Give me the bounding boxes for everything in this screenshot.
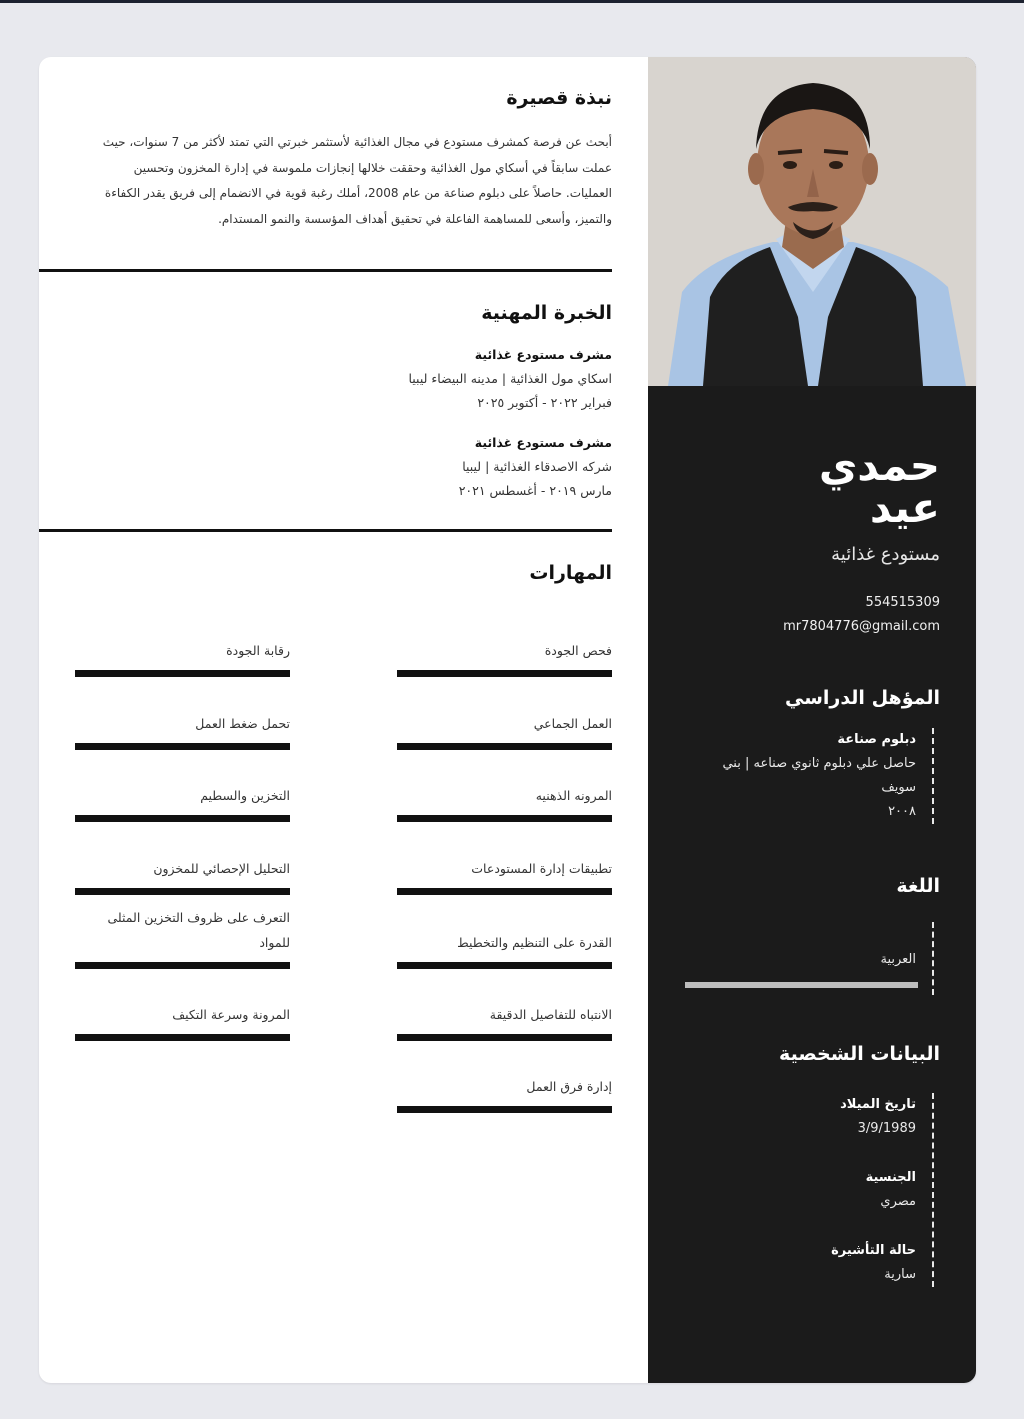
education-line1: حاصل علي دبلوم ثانوي صناعه | بني bbox=[722, 756, 916, 771]
job-company: اسكاي مول الغذائية | مدينه البيضاء ليبيا bbox=[408, 371, 612, 386]
skill-bar bbox=[75, 743, 290, 750]
person-illustration bbox=[648, 57, 976, 386]
phone-number[interactable]: 554515309 bbox=[865, 595, 940, 610]
personal-value: مصري bbox=[880, 1194, 916, 1209]
skill-label: إدارة فرق العمل bbox=[526, 1079, 612, 1094]
skill-bar bbox=[397, 962, 612, 969]
divider bbox=[39, 529, 612, 532]
divider bbox=[39, 269, 612, 272]
skill-item bbox=[75, 835, 290, 895]
skill-item bbox=[397, 1053, 612, 1113]
skill-item bbox=[397, 690, 612, 750]
profile-job-title: مستودع غذائية bbox=[831, 544, 940, 565]
skill-bar bbox=[75, 962, 290, 969]
profile-name bbox=[818, 441, 940, 532]
language-name: العربية bbox=[880, 952, 916, 967]
skill-bar bbox=[397, 670, 612, 677]
skill-item bbox=[397, 909, 612, 969]
language-title: اللغة bbox=[896, 875, 940, 897]
skill-label: العمل الجماعي bbox=[533, 716, 612, 731]
skill-label: المرونه الذهنيه bbox=[535, 788, 612, 803]
main-column bbox=[39, 57, 648, 1383]
personal-value: 3/9/1989 bbox=[857, 1121, 916, 1136]
education-timeline bbox=[722, 728, 934, 824]
personal-item bbox=[831, 1239, 916, 1287]
skills-title: المهارات bbox=[529, 562, 612, 584]
cv-page bbox=[39, 57, 976, 1383]
skill-item bbox=[75, 617, 290, 677]
experience-title: الخبرة المهنية bbox=[481, 302, 612, 324]
education-title: المؤهل الدراسي bbox=[784, 687, 940, 709]
job-period: مارس ٢٠١٩ - أغسطس ٢٠٢١ bbox=[458, 483, 612, 498]
skill-bar bbox=[397, 1034, 612, 1041]
personal-timeline bbox=[831, 1093, 934, 1287]
skill-label: الانتباه للتفاصيل الدقيقة bbox=[489, 1007, 612, 1022]
email-address[interactable]: mr7804776@gmail.com bbox=[783, 619, 940, 634]
skill-label: المرونة وسرعة التكيف bbox=[172, 1007, 290, 1022]
personal-item bbox=[831, 1093, 916, 1141]
personal-title: البيانات الشخصية bbox=[779, 1043, 940, 1065]
job-title: مشرف مستودع غذائية bbox=[474, 347, 612, 362]
skill-label: التحليل الإحصائي للمخزون bbox=[153, 861, 290, 876]
skill-item bbox=[397, 762, 612, 822]
job-item bbox=[408, 343, 612, 415]
skill-label: القدرة على التنظيم والتخطيط bbox=[457, 935, 612, 950]
personal-item bbox=[831, 1166, 916, 1214]
contact-info bbox=[783, 591, 940, 639]
skill-label: التخزين والسطيم bbox=[200, 788, 290, 803]
skill-item bbox=[75, 909, 290, 969]
skill-bar bbox=[397, 1106, 612, 1113]
skill-item bbox=[75, 690, 290, 750]
job-company: شركه الاصدقاء الغذائية | ليبيا bbox=[462, 459, 612, 474]
skill-bar bbox=[397, 888, 612, 895]
job-title: مشرف مستودع غذائية bbox=[474, 435, 612, 450]
skill-label: تحمل ضغط العمل bbox=[195, 716, 290, 731]
skill-bar bbox=[75, 670, 290, 677]
first-name: حمدي bbox=[818, 441, 940, 490]
skill-bar bbox=[397, 743, 612, 750]
skill-item bbox=[75, 762, 290, 822]
skill-label: التعرف على ظروف التخزين المثلى للمواد bbox=[107, 910, 290, 950]
skill-bar bbox=[75, 888, 290, 895]
skill-item bbox=[397, 617, 612, 677]
personal-label: تاريخ الميلاد bbox=[840, 1097, 916, 1112]
last-name: عيد bbox=[869, 483, 940, 532]
education-degree: دبلوم صناعة bbox=[837, 732, 916, 747]
skill-item bbox=[397, 835, 612, 895]
skill-bar bbox=[75, 815, 290, 822]
summary-text: أبحث عن فرصة كمشرف مستودع في مجال الغذائية لأستثمر خبرتي التي تمتد لأكثر من 7 سنوات، حيث عملت سابقاً في أسكاي مول الغذائية وحققت خلالها إنجازات ملموسة في إدارة المخزون وتحسين العمليات. حاصلاً على دبلوم صناعة من عام 2008، أملك رغبة قوية في الانضمام إلى فريق يقدر الكفاءة والتميز، وأسعى للمساهمة الفاعلة في تحقيق أهداف المؤسسة والنمو المستدام. bbox=[102, 135, 612, 226]
sidebar bbox=[648, 57, 976, 1383]
education-year: ٢٠٠٨ bbox=[888, 804, 916, 819]
profile-photo bbox=[648, 57, 976, 386]
skill-label: رقابة الجودة bbox=[226, 643, 290, 658]
job-period: فبراير ٢٠٢٢ - أكتوبر ٢٠٢٥ bbox=[477, 395, 612, 410]
education-line2: سويف bbox=[881, 780, 916, 795]
skill-item bbox=[397, 981, 612, 1041]
skill-bar bbox=[75, 1034, 290, 1041]
summary-title: نبذة قصيرة bbox=[506, 87, 612, 109]
personal-label: الجنسية bbox=[865, 1170, 916, 1185]
skill-bar bbox=[397, 815, 612, 822]
top-strip bbox=[0, 0, 1024, 3]
job-item bbox=[459, 431, 612, 503]
personal-label: حالة التأشيرة bbox=[831, 1243, 916, 1258]
personal-value: سارية bbox=[884, 1267, 916, 1282]
language-level-bar bbox=[685, 982, 918, 988]
skill-label: تطبيقات إدارة المستودعات bbox=[471, 861, 612, 876]
skill-item bbox=[75, 981, 290, 1041]
skill-label: فحص الجودة bbox=[544, 643, 612, 658]
